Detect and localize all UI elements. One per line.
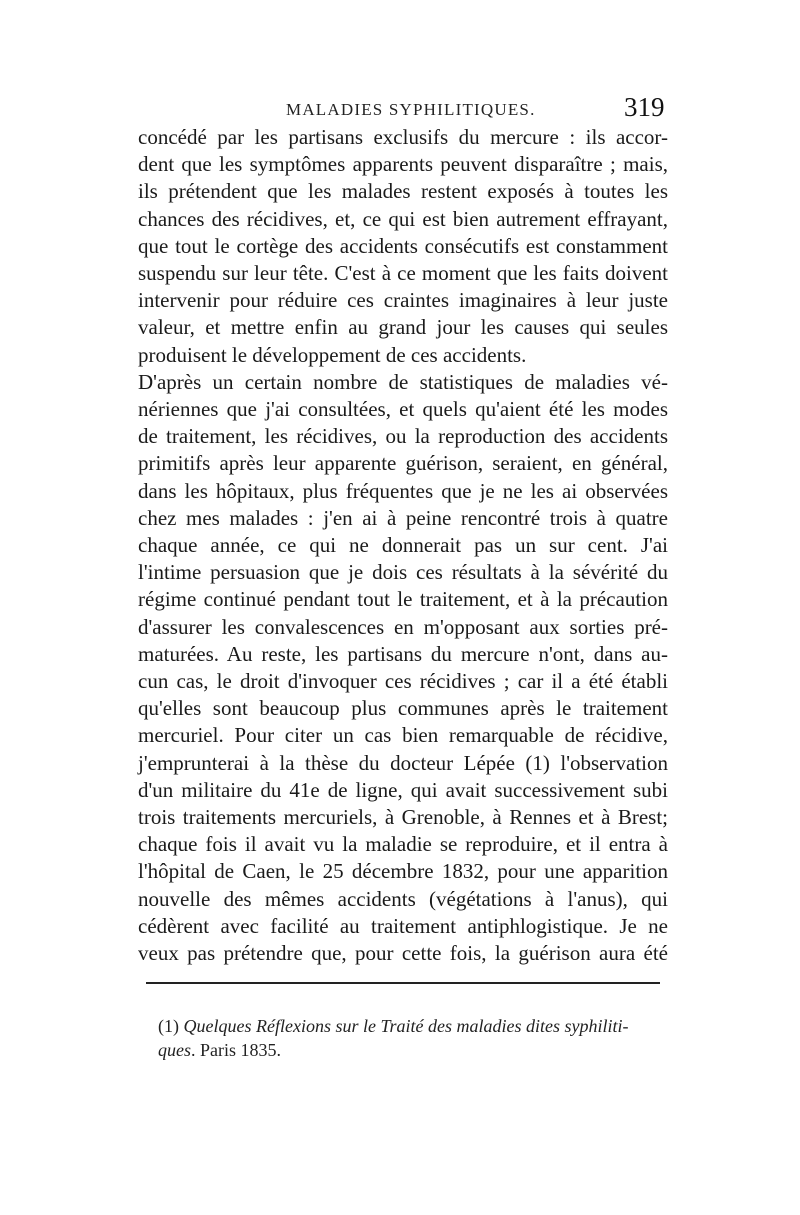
text-line: dans les hôpitaux, plus fréquentes que je ne les ai observées <box>138 478 668 503</box>
text-line: ils prétendent que les malades restent exposés à toutes les <box>138 179 668 204</box>
footnote-citation-place-date: . Paris 1835. <box>191 1040 281 1060</box>
footnote-citation-title: Quelques Réflexions sur le Traité des maladies dites syphiliti- <box>183 1016 629 1036</box>
page-header <box>0 92 800 126</box>
text-line: veux pas prétendre que, pour cette fois, la guérison aura été <box>138 941 668 966</box>
text-line: chaque fois il avait vu la maladie se reproduire, et il entra à <box>138 832 668 857</box>
text-line: primitifs après leur apparente guérison, seraient, en général, <box>138 451 668 476</box>
text-line: l'hôpital de Caen, le 25 décembre 1832, pour une apparition <box>138 859 668 884</box>
text-line: produisent le développement de ces accidents. <box>138 342 527 367</box>
text-line: suspendu sur leur tête. C'est à ce moment que les faits doivent <box>138 261 668 286</box>
text-line: mercuriel. Pour citer un cas bien remarquable de récidive, <box>138 723 668 748</box>
text-line: valeur, et mettre enfin au grand jour les causes qui seules <box>138 315 668 340</box>
running-title: MALADIES SYPHILITIQUES. <box>286 100 536 119</box>
text-line: chances des récidives, et, ce qui est bien autrement effrayant, <box>138 206 668 231</box>
text-line: cédèrent avec facilité au traitement antiphlogistique. Je ne <box>138 913 668 938</box>
text-line: intervenir pour réduire ces craintes imaginaires à leur juste <box>138 288 668 313</box>
text-line: régime continué pendant tout le traitement, et à la précaution <box>138 587 668 612</box>
footnote <box>158 1014 668 1062</box>
body-text <box>138 124 668 967</box>
text-line: chez mes malades : j'en ai à peine rencontré trois à quatre <box>138 505 668 530</box>
text-line: nouvelle des mêmes accidents (végétations à l'anus), qui <box>138 886 668 911</box>
footnote-divider <box>146 982 660 984</box>
text-line: trois traitements mercuriels, à Grenoble, à Rennes et à Brest; <box>138 805 668 830</box>
footnote-citation-title-end: ques <box>158 1040 191 1060</box>
text-line: chaque année, ce qui ne donnerait pas un sur cent. J'ai <box>138 533 668 558</box>
text-line: que tout le cortège des accidents consécutifs est constamment <box>138 233 668 258</box>
text-line: de traitement, les récidives, ou la reproduction des accidents <box>138 424 668 449</box>
text-line: concédé par les partisans exclusifs du mercure : ils accor- <box>138 125 668 149</box>
text-line: qu'elles sont beaucoup plus communes après le traitement <box>138 696 668 721</box>
text-line: dent que les symptômes apparents peuvent disparaître ; mais, <box>138 152 668 177</box>
text-line: j'emprunterai à la thèse du docteur Lépée (1) l'observation <box>138 750 668 775</box>
text-line: d'assurer les convalescences en m'opposant aux sorties pré- <box>138 614 668 639</box>
footnote-marker: (1) <box>158 1016 179 1036</box>
text-line: l'intime persuasion que je dois ces résultats à la sévérité du <box>138 560 668 585</box>
text-line: cun cas, le droit d'invoquer ces récidives ; car il a été établi <box>138 669 668 694</box>
text-line: nériennes que j'ai consultées, et quels qu'aient été les modes <box>138 397 668 422</box>
footnote-line-2 <box>158 1038 668 1062</box>
page-number: 319 <box>624 92 665 122</box>
text-line: maturées. Au reste, les partisans du mercure n'ont, dans au- <box>138 641 668 666</box>
paragraph-start-line: D'après un certain nombre de statistiques de maladies vé- <box>138 369 668 394</box>
footnote-line-1 <box>158 1014 668 1038</box>
text-line: d'un militaire du 41e de ligne, qui avait successivement subi <box>138 777 668 802</box>
